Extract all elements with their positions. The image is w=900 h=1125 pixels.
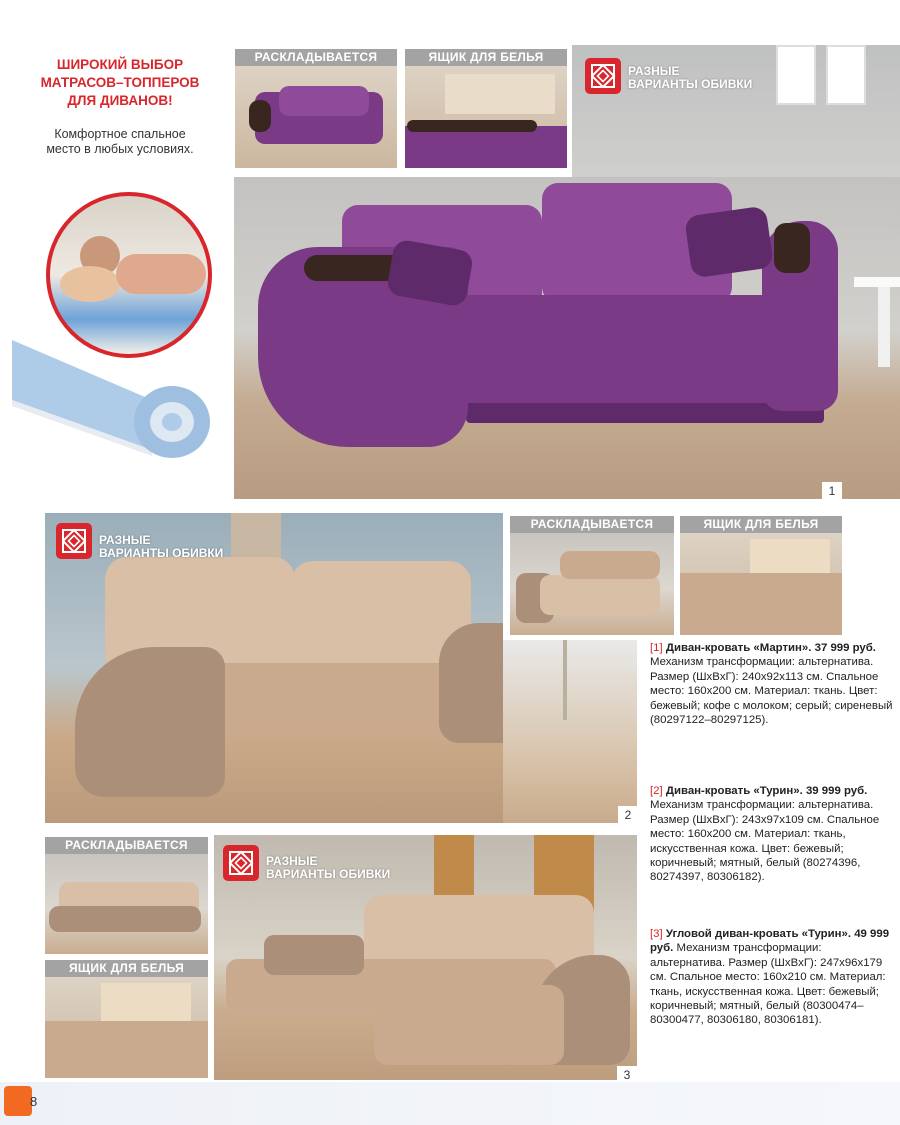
fabric-pattern-icon — [56, 523, 92, 559]
upholstery-text-3: РАЗНЫЕ ВАРИАНТЫ ОБИВКИ — [266, 854, 391, 881]
fabric-pattern-icon — [585, 58, 621, 94]
sofa-2-unfolded-photo — [510, 533, 674, 635]
product-name: Диван-кровать «Турин». — [665, 785, 803, 797]
sofa-1-hero-photo — [234, 177, 900, 499]
unfolds-label-2: РАСКЛАДЫВАЕТСЯ — [510, 516, 674, 533]
page-number: 8 — [30, 1094, 38, 1109]
headline-line: ШИРОКИЙ ВЫБОР — [56, 57, 184, 72]
unfolds-label-3: РАСКЛАДЫВАЕТСЯ — [45, 837, 208, 854]
footer-band — [0, 1082, 900, 1125]
product-details: Механизм трансформации: альтернатива. Размер (ШxВxГ): 247x96x179 см. Спальное место: 160x210 см. Материал: ткань, искусственная кожа. Цвет: бежевый; коричневый; мятный, белый (80300474–80300477, 80306180, 80306181). — [650, 942, 886, 1027]
sofa-3-unfolded-photo — [45, 854, 208, 954]
subline-line: место в любых условиях. — [46, 142, 194, 156]
product-name: Диван-кровать «Мартин». — [665, 642, 812, 654]
box-label-1: ЯЩИК ДЛЯ БЕЛЬЯ — [405, 49, 567, 66]
fabric-pattern-icon — [223, 845, 259, 881]
product-price: 49 999 руб. — [650, 928, 890, 955]
upholstery-text-1: РАЗНЫЕ ВАРИАНТЫ ОБИВКИ — [628, 64, 753, 91]
product-index: [2] — [650, 785, 663, 797]
product-description-1 — [650, 641, 896, 727]
promo-subline — [20, 127, 220, 157]
subline-line: Комфортное спальное — [54, 127, 186, 141]
upholstery-badge-2 — [56, 523, 92, 559]
box-label-3: ЯЩИК ДЛЯ БЕЛЬЯ — [45, 960, 208, 977]
headline-line: МАТРАСОВ–ТОППЕРОВ — [40, 75, 200, 90]
upholstery-badge-1 — [585, 58, 621, 94]
topper-roll-image — [2, 330, 212, 460]
product-index: [1] — [650, 642, 663, 654]
photo-number-1: 1 — [822, 482, 842, 500]
photo-number-3: 3 — [617, 1066, 637, 1084]
photo-number-2: 2 — [618, 806, 638, 824]
product-price: 37 999 руб. — [814, 642, 876, 654]
sofa-2-storage-photo — [680, 533, 842, 635]
product-index: [3] — [650, 928, 663, 940]
product-name: Угловой диван-кровать «Турин». — [665, 928, 852, 940]
upholstery-text-2: РАЗНЫЕ ВАРИАНТЫ ОБИВКИ — [99, 533, 224, 560]
product-description-2 — [650, 784, 896, 885]
product-details: Механизм трансформации: альтернатива. Размер (ШxВxГ): 243x97x109 см. Спальное место: 160x200 см. Материал: ткань, искусственная кожа. Цвет: бежевый; коричневый; мятный, белый (80274396, 80274397, 80306182). — [650, 799, 880, 884]
upholstery-badge-3 — [223, 845, 259, 881]
sofa-1-unfolded-photo — [235, 66, 397, 168]
sofa-3-storage-photo — [45, 977, 208, 1078]
product-description-3 — [650, 927, 896, 1028]
promo-headline — [20, 56, 220, 110]
sofa-1-storage-photo — [405, 66, 567, 168]
headline-line: ДЛЯ ДИВАНОВ! — [67, 93, 173, 108]
product-price: 39 999 руб. — [805, 785, 868, 797]
store-logo-icon — [4, 1086, 32, 1116]
box-label-2: ЯЩИК ДЛЯ БЕЛЬЯ — [680, 516, 842, 533]
unfolds-label-1: РАСКЛАДЫВАЕТСЯ — [235, 49, 397, 66]
product-details: Механизм трансформации: альтернатива. Размер (ШxВxГ): 240x92x113 см. Спальное место: 160x200 см. Материал: ткань. Цвет: бежевый; кофе с молоком; серый; сиреневый (80297122–80297125). — [650, 656, 893, 727]
floor-lamp-photo — [503, 640, 637, 823]
